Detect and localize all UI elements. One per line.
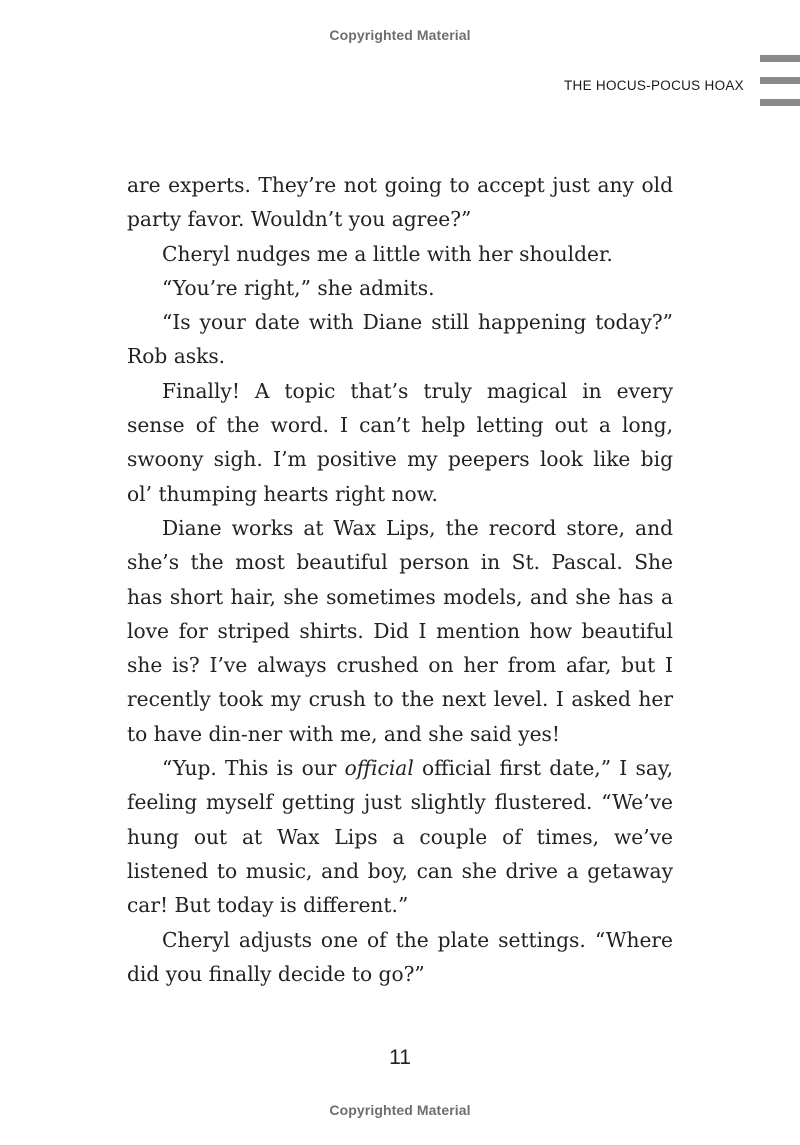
- text-run: official first date,” I say, feeling myself getting just slightly flustered. “We’ve hung out at Wax Lips a couple of times, we’ve listened to music, and boy, can she drive a getaway car! But today is different.”: [127, 756, 673, 918]
- tab-mark: [760, 77, 800, 84]
- body-text: [127, 168, 673, 991]
- page-edge-tab-marks: [760, 55, 800, 121]
- paragraph: are experts. They’re not going to accept just any old party favor. Wouldn’t you agree?”: [127, 173, 673, 232]
- copyright-watermark-bottom: Copyrighted Material: [329, 1102, 471, 1118]
- paragraph: Cheryl nudges me a little with her shoulder.: [162, 241, 613, 266]
- emphasized-text: official: [344, 756, 414, 781]
- paragraph: [127, 751, 673, 922]
- paragraph: “You’re right,” she admits.: [162, 275, 435, 300]
- running-head: THE HOCUS-POCUS HOAX: [563, 78, 744, 93]
- page-number: 11: [389, 1046, 411, 1069]
- paragraph: Diane works at Wax Lips, the record store, and she’s the most beautiful person in St. Pascal. She has short hair, she sometimes models, and she has a love for striped shirts. Did I mention how beautiful she is? I’ve always crushed on her from afar, but I recently took my crush to the next level. I asked her to have din-ner with me, and she said yes!: [127, 515, 673, 746]
- text-run: “Yup. This is our: [162, 756, 345, 781]
- paragraph: “Is your date with Diane still happening today?” Rob asks.: [127, 310, 673, 369]
- paragraph: Finally! A topic that’s truly magical in every sense of the word. I can’t help letting out a long, swoony sigh. I’m positive my peepers look like big ol’ thumping hearts right now.: [127, 378, 673, 506]
- copyright-watermark-top: Copyrighted Material: [329, 27, 471, 43]
- tab-mark: [760, 55, 800, 62]
- paragraph: Cheryl adjusts one of the plate settings. “Where did you finally decide to go?”: [127, 927, 673, 986]
- tab-mark: [760, 99, 800, 106]
